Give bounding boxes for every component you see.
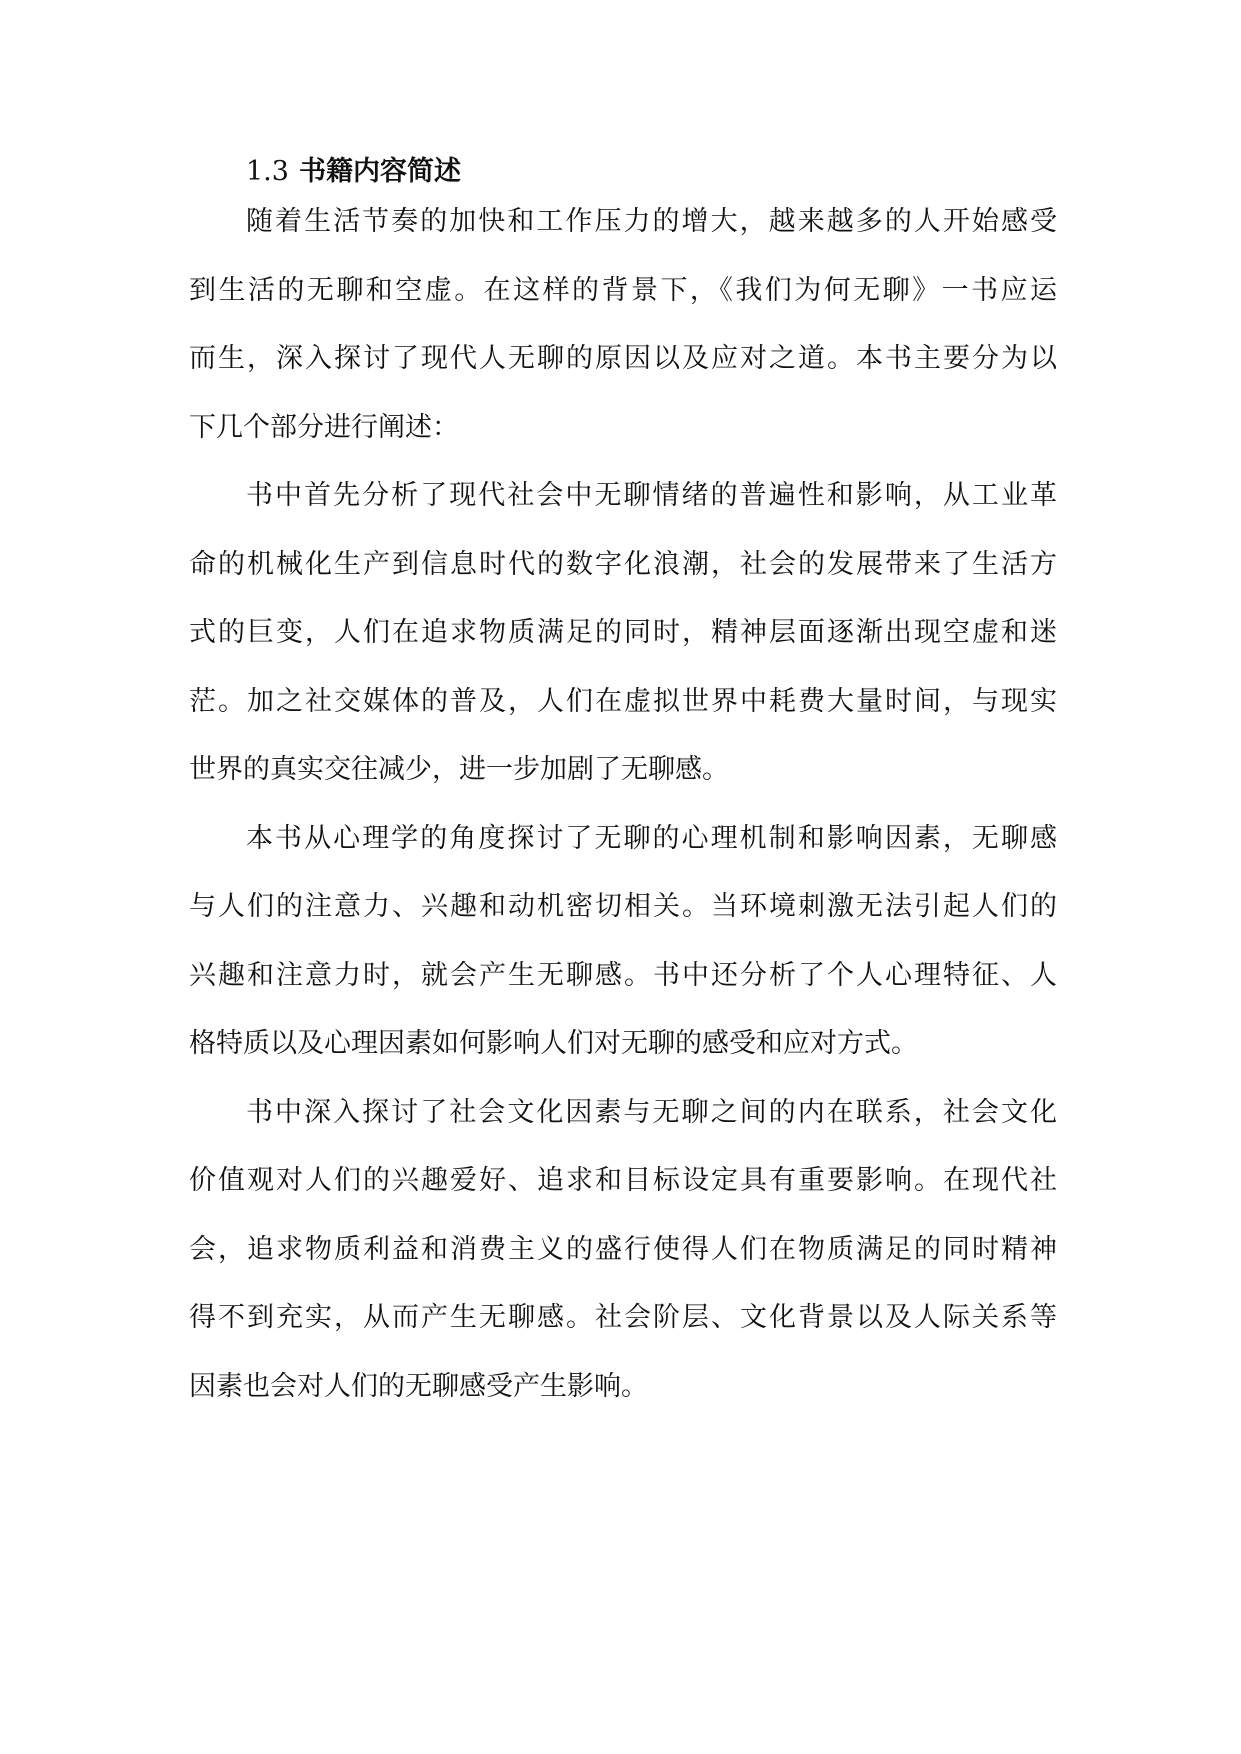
section-number: 1.3 [246, 156, 289, 187]
section-heading [246, 152, 461, 192]
paragraph-1-line-4: 下几个部分进行阐述： [189, 412, 459, 443]
paragraph-4-line-1: 书中深入探讨了社会文化因素与无聊之间的内在联系，社会文化 [246, 1097, 1057, 1128]
paragraph-4-line-3: 会，追求物质利益和消费主义的盛行使得人们在物质满足的同时精神 [189, 1234, 1057, 1265]
paragraph-4-line-5: 因素也会对人们的无聊感受产生影响。 [189, 1371, 648, 1402]
paragraph-3-line-4: 格特质以及心理因素如何影响人们对无聊的感受和应对方式。 [189, 1028, 918, 1059]
paragraph-4-line-2: 价值观对人们的兴趣爱好、追求和目标设定具有重要影响。在现代社 [189, 1165, 1057, 1196]
paragraph-3-line-3: 兴趣和注意力时，就会产生无聊感。书中还分析了个人心理特征、人 [189, 960, 1057, 991]
paragraph-2-line-2: 命的机械化生产到信息时代的数字化浪潮，社会的发展带来了生活方 [189, 549, 1057, 580]
paragraph-3-line-1: 本书从心理学的角度探讨了无聊的心理机制和影响因素，无聊感 [246, 823, 1057, 854]
paragraph-1-line-1: 随着生活节奏的加快和工作压力的增大，越来越多的人开始感受 [246, 206, 1057, 237]
paragraph-3-line-2: 与人们的注意力、兴趣和动机密切相关。当环境刺激无法引起人们的 [189, 891, 1057, 922]
paragraph-1-line-2: 到生活的无聊和空虚。在这样的背景下，《我们为何无聊》一书应运 [189, 275, 1057, 306]
paragraph-2-line-5: 世界的真实交往减少，进一步加剧了无聊感。 [189, 754, 729, 785]
paragraph-2-line-4: 茫。加之社交媒体的普及，人们在虚拟世界中耗费大量时间，与现实 [189, 686, 1057, 717]
section-title: 书籍内容简述 [298, 156, 461, 187]
paragraph-1-line-3: 而生，深入探讨了现代人无聊的原因以及应对之道。本书主要分为以 [189, 343, 1057, 374]
paragraph-2-line-3: 式的巨变，人们在追求物质满足的同时，精神层面逐渐出现空虚和迷 [189, 617, 1057, 648]
paragraph-4-line-4: 得不到充实，从而产生无聊感。社会阶层、文化背景以及人际关系等 [189, 1302, 1057, 1333]
paragraph-2-line-1: 书中首先分析了现代社会中无聊情绪的普遍性和影响，从工业革 [246, 480, 1057, 511]
